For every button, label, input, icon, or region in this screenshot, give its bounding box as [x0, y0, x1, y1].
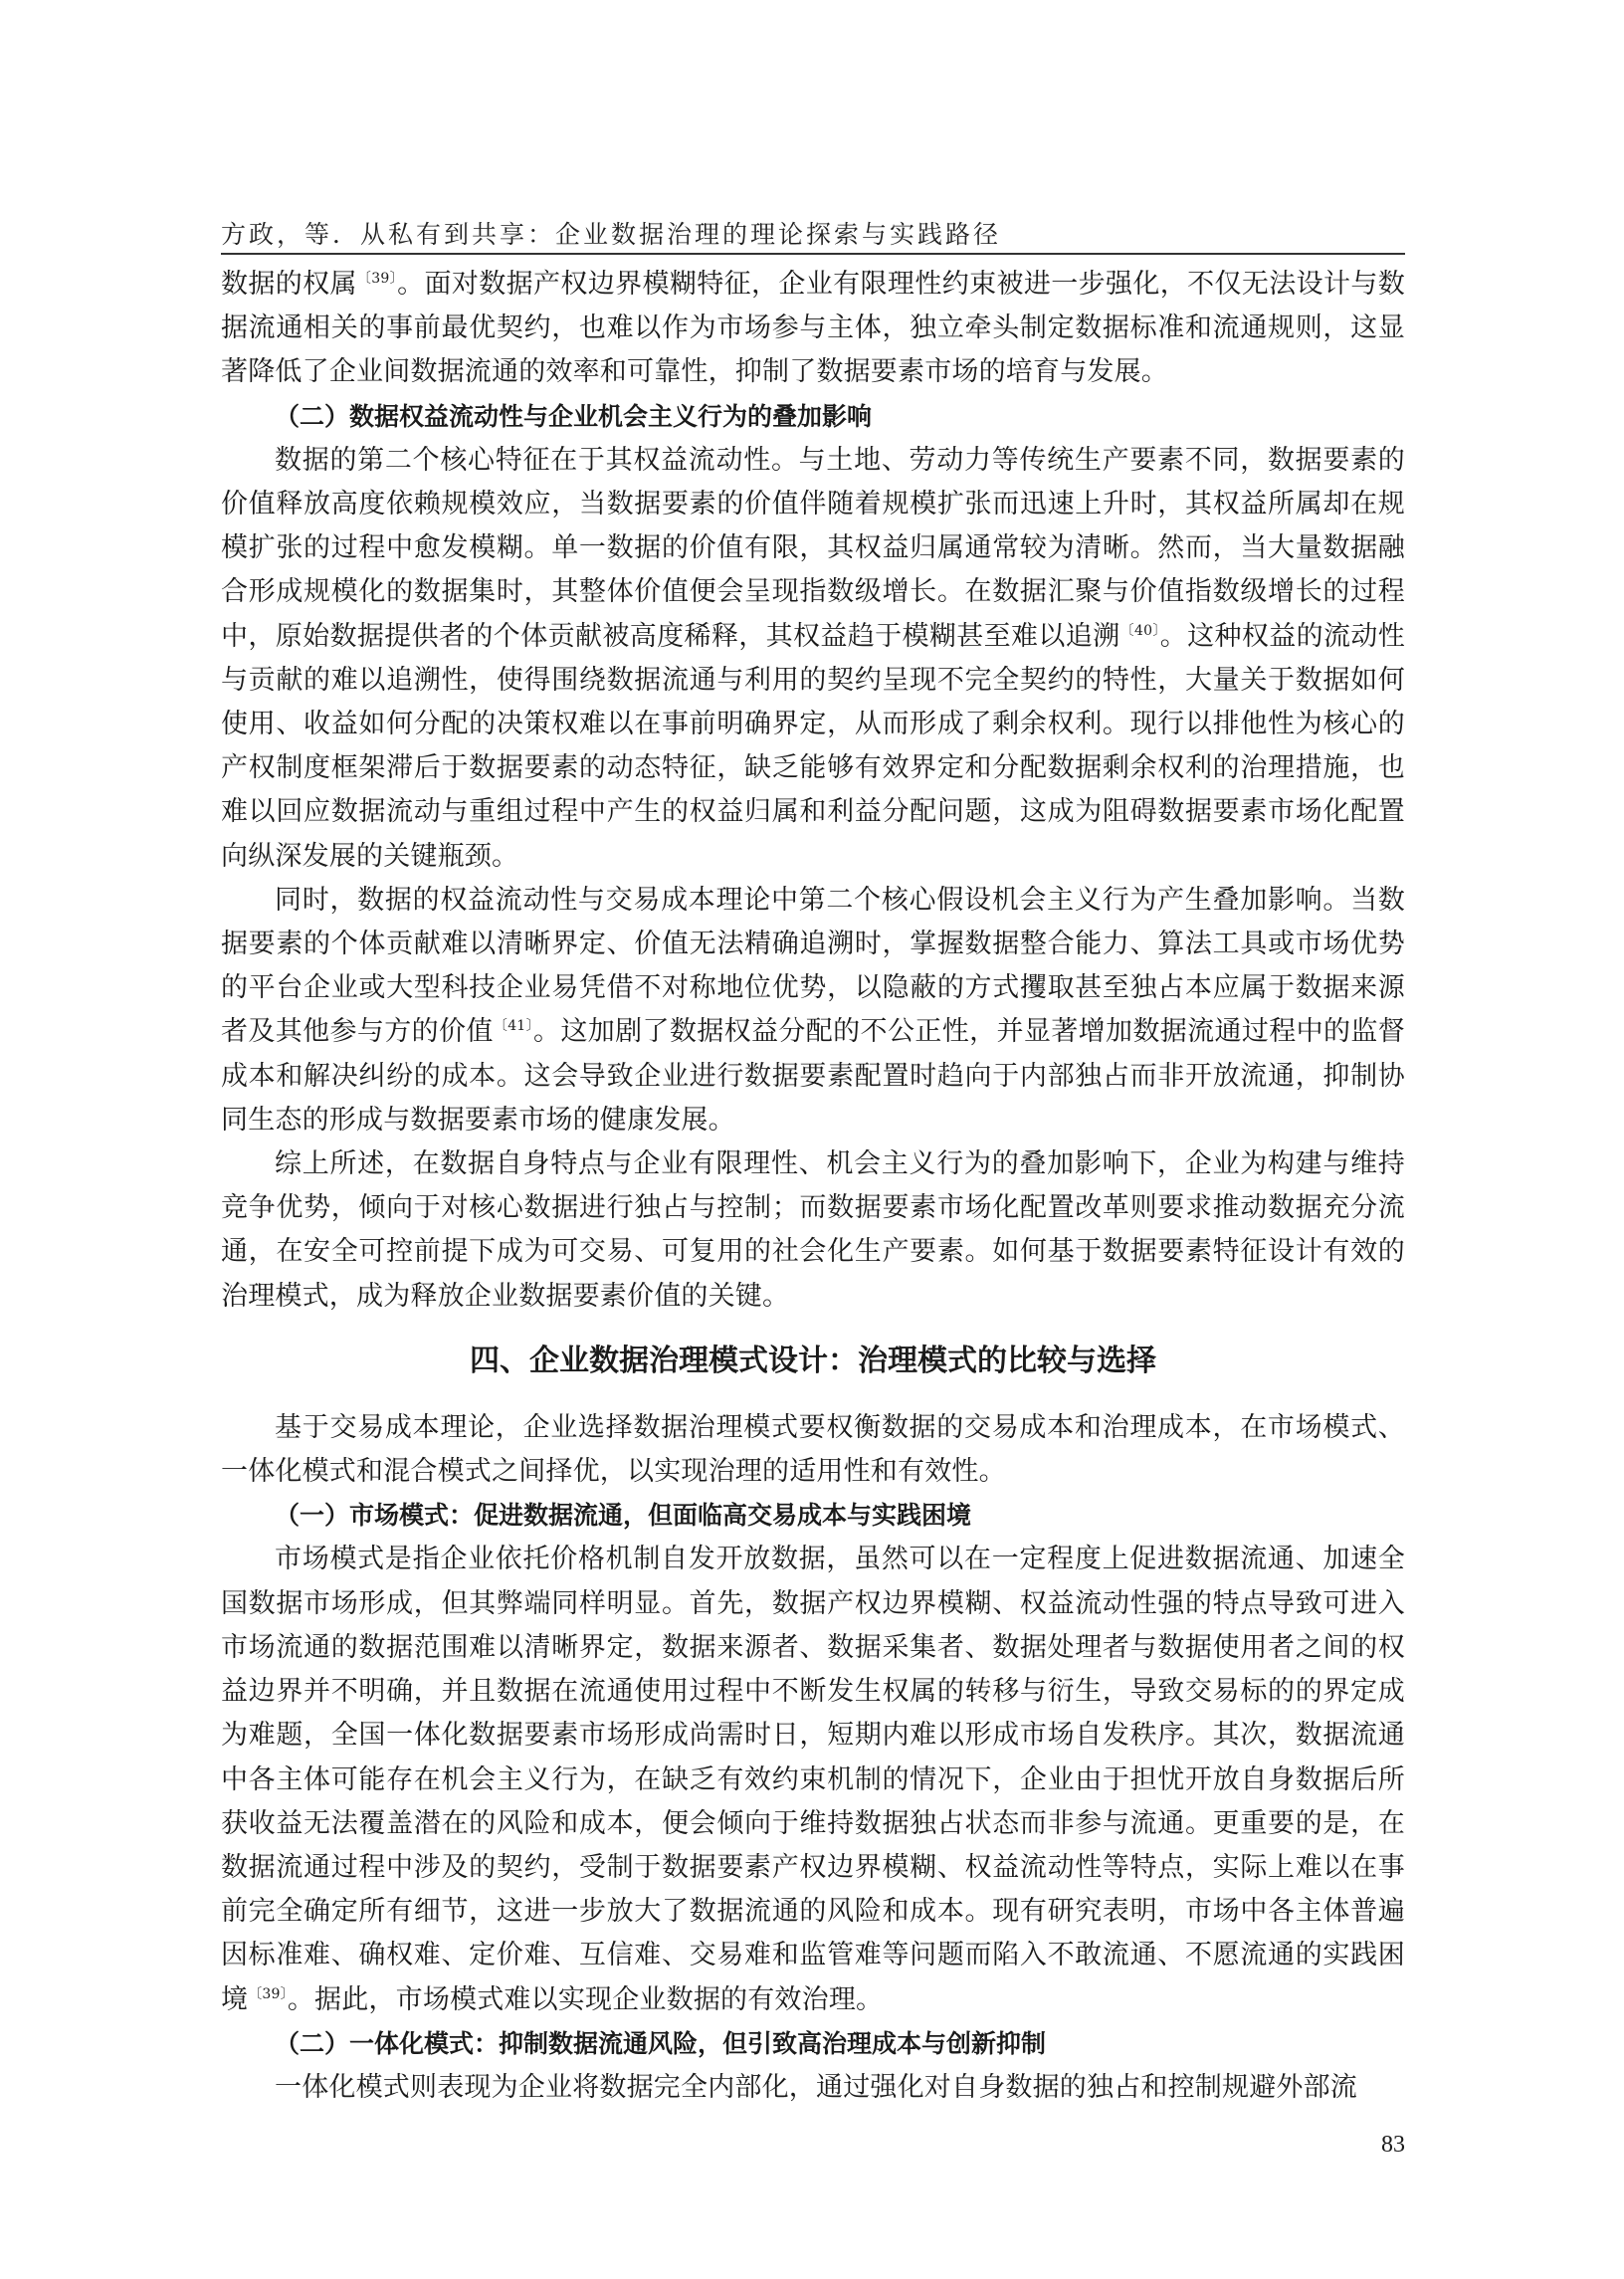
paragraph-text: 。面对数据产权边界模糊特征，企业有限理性约束被进一步强化，不仅无法设计与数据流通相关的事前最优契约，也难以作为市场参与主体，独立牵头制定数据标准和流通规则，这显著降低了企业间数据流通的效率和可靠性，抑制了数据要素市场的培育与发展。	[221, 269, 1405, 388]
paragraph: 一体化模式则表现为企业将数据完全内部化，通过强化对自身数据的独占和控制规避外部流	[275, 2071, 1357, 2103]
paragraph: 综上所述，在数据自身特点与企业有限理性、机会主义行为的叠加影响下，企业为构建与维持竞争优势，倾向于对核心数据进行独占与控制；而数据要素市场化配置改革则要求推动数据充分流通，在安全可控前提下成为可交易、可复用的社会化生产要素。如何基于数据要素特征设计有效的治理模式，成为释放企业数据要素价值的关键。	[221, 1148, 1405, 1312]
article-body	[221, 263, 1405, 2110]
subsection-heading: （一）市场模式：促进数据流通，但面临高交易成本与实践困境	[275, 1501, 972, 1531]
citation-ref: 〔40〕	[1119, 622, 1160, 639]
citation-ref: 〔39〕	[356, 271, 398, 287]
section-heading: 四、企业数据治理模式设计：治理模式的比较与选择	[470, 1343, 1156, 1378]
paragraph-text: 。这种权益的流动性与贡献的难以追溯性，使得围绕数据流通与利用的契约呈现不完全契约的特性，大量关于数据如何使用、收益如何分配的决策权难以在事前明确界定，从而形成了剩余权利。现行以排他性为核心的产权制度框架滞后于数据要素的动态特征，缺乏能够有效界定和分配数据剩余权利的治理措施，也难以回应数据流动与重组过程中产生的权益归属和利益分配问题，这成为阻碍数据要素市场化配置向纵深发展的关键瓶颈。	[221, 620, 1405, 872]
citation-ref: 〔39〕	[248, 1985, 288, 2002]
paragraph-text: 市场模式是指企业依托价格机制自发开放数据，虽然可以在一定程度上促进数据流通、加速全国数据市场形成，但其弊端同样明显。首先，数据产权边界模糊、权益流动性强的特点导致可进入市场流通的数据范围难以清晰界定，数据来源者、数据采集者、数据处理者与数据使用者之间的权益边界并不明确，并且数据在流通使用过程中不断发生权属的转移与衍生，导致交易标的的界定成为难题，全国一体化数据要素市场形成尚需时日，短期内难以形成市场自发秩序。其次，数据流通中各主体可能存在机会主义行为，在缺乏有效约束机制的情况下，企业由于担忧开放自身数据后所获收益无法覆盖潜在的风险和成本，便会倾向于维持数据独占状态而非参与流通。更重要的是，在数据流通过程中涉及的契约，受制于数据要素产权边界模糊、权益流动性等特点，实际上难以在事前完全确定所有细节，这进一步放大了数据流通的风险和成本。现有研究表明，市场中各主体普遍因标准难、确权难、定价难、互信难、交易难和监管难等问题而陷入不敢流通、不愿流通的实践困境	[221, 1544, 1405, 2015]
subsection-heading: （二）数据权益流动性与企业机会主义行为的叠加影响	[275, 401, 873, 431]
paragraph-text: 数据的权属	[221, 269, 357, 300]
paragraph-continuation	[221, 263, 1405, 395]
paragraph	[221, 439, 1405, 879]
citation-ref: 〔41〕	[493, 1018, 533, 1035]
paragraph-text: 。这加剧了数据权益分配的不公正性，并显著增加数据流通过程中的监督成本和解决纠纷的成本。这会导致企业进行数据要素配置时趋向于内部独占而非开放流通，抑制协同生态的形成与数据要素市场的健康发展。	[221, 1016, 1405, 1136]
paragraph: 基于交易成本理论，企业选择数据治理模式要权衡数据的交易成本和治理成本，在市场模式、一体化模式和混合模式之间择优，以实现治理的适用性和有效性。	[221, 1411, 1405, 1488]
paragraph	[221, 879, 1405, 1142]
paragraph-text: 同时，数据的权益流动性与交易成本理论中第二个核心假设机会主义行为产生叠加影响。当数据要素的个体贡献难以清晰界定、价值无法精确追溯时，掌握数据整合能力、算法工具或市场优势的平台企业或大型科技企业易凭借不对称地位优势，以隐蔽的方式攫取甚至独占本应属于数据来源者及其他参与方的价值	[221, 884, 1405, 1048]
header-rule	[221, 253, 1405, 255]
paragraph-text: 。据此，市场模式难以实现企业数据的有效治理。	[287, 1983, 884, 2015]
page-number: 83	[1381, 2132, 1405, 2158]
paragraph	[221, 1538, 1405, 2021]
subsection-heading: （二）一体化模式：抑制数据流通风险，但引致高治理成本与创新抑制	[275, 2028, 1047, 2058]
paragraph-text: 数据的第二个核心特征在于其权益流动性。与土地、劳动力等传统生产要素不同，数据要素的价值释放高度依赖规模效应，当数据要素的价值伴随着规模扩张而迅速上升时，其权益所属却在规模扩张的过程中愈发模糊。单一数据的价值有限，其权益归属通常较为清晰。然而，当大量数据融合形成规模化的数据集时，其整体价值便会呈现指数级增长。在数据汇聚与价值指数级增长的过程中，原始数据提供者的个体贡献被高度稀释，其权益趋于模糊甚至难以追溯	[221, 444, 1405, 652]
running-header: 方政，等．从私有到共享：企业数据治理的理论探索与实践路径	[221, 220, 1002, 249]
